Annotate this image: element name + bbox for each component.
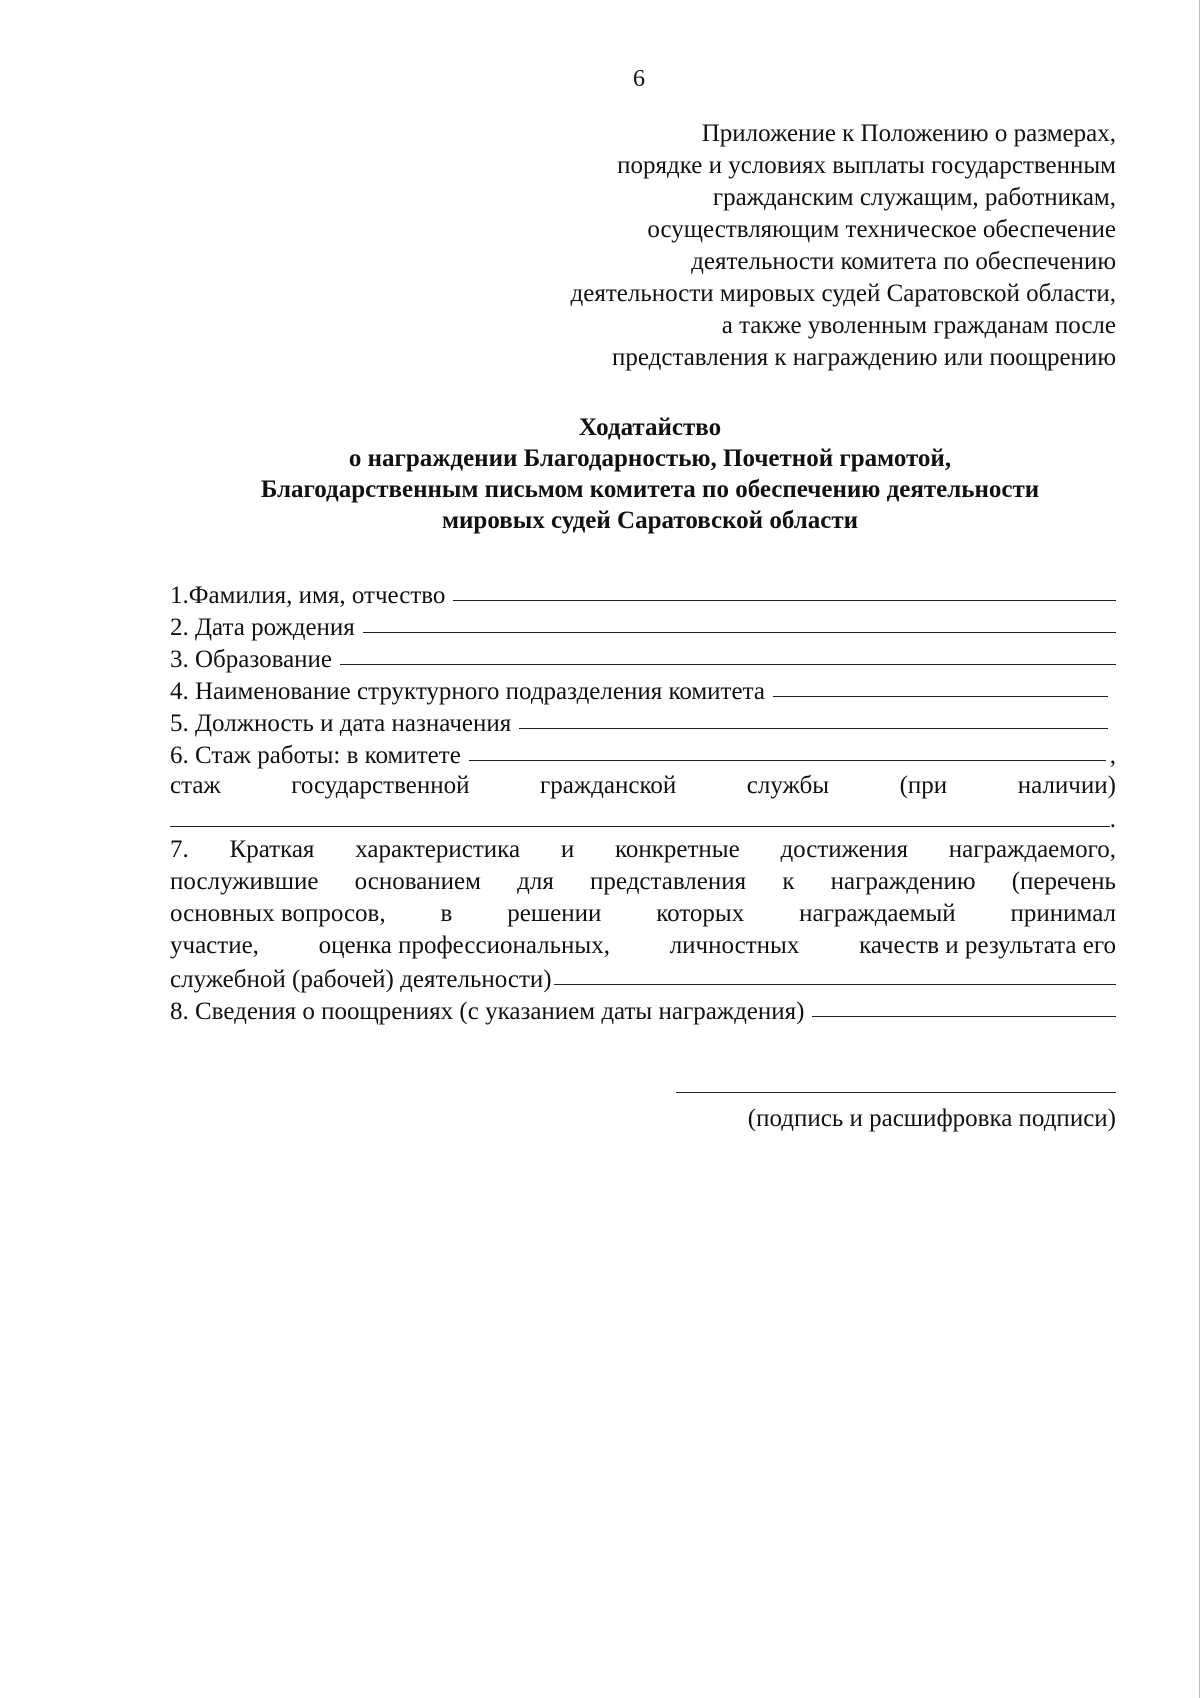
word: участие, [170, 932, 259, 959]
word: и [560, 836, 575, 863]
word: представления [590, 868, 747, 895]
department-blank[interactable] [773, 672, 1108, 697]
field-label: 4. Наименование структурного подразделения комитета [170, 678, 765, 705]
birth-date-blank[interactable] [363, 608, 1116, 633]
civil-service-blank-row [170, 802, 1116, 834]
word: личностных [669, 932, 800, 959]
word: принимал [1010, 900, 1116, 927]
signature-line[interactable] [676, 1070, 1116, 1093]
field-label: 5. Должность и дата назначения [170, 710, 512, 737]
word: награждаемого, [948, 836, 1116, 863]
field-label: 3. Образование [170, 646, 333, 673]
word: службы [746, 772, 829, 799]
education-blank[interactable] [340, 640, 1116, 665]
title-line: Ходатайство [578, 414, 722, 441]
signature-caption: (подпись и расшифровка подписи) [747, 1105, 1116, 1132]
word: которых [656, 900, 745, 927]
field-label: 8. Сведения о поощрениях (с указанием даты награждения) [170, 998, 805, 1025]
word: государственной [291, 772, 470, 799]
appendix-line: Приложение к Положению о размерах, [701, 120, 1116, 147]
full-name-blank[interactable] [453, 576, 1116, 601]
work-experience-blank[interactable] [469, 736, 1106, 761]
field-label: 1.Фамилия, имя, отчество [170, 582, 446, 609]
word: Краткая [229, 836, 315, 863]
word: награждаемый [799, 900, 956, 927]
petition-form [170, 578, 1116, 1026]
word: решении [507, 900, 602, 927]
word: (при [899, 772, 948, 799]
field-position [170, 706, 1116, 738]
word: основанием [354, 868, 481, 895]
field-education [170, 642, 1116, 674]
achievements-line [170, 898, 1116, 930]
comma: , [1109, 742, 1116, 769]
word: основных вопросов, [170, 900, 386, 927]
incentives-blank[interactable] [812, 992, 1116, 1017]
achievements-line [170, 930, 1116, 962]
title-line: о награждении Благодарностью, Почетной грамотой, [348, 445, 952, 472]
field-label: 2. Дата рождения [170, 614, 355, 641]
word: гражданской [540, 772, 677, 799]
word: наличии) [1017, 772, 1116, 799]
word: послужившие [170, 868, 319, 895]
field-birth-date [170, 610, 1116, 642]
word: достижения [780, 836, 908, 863]
appendix-line: деятельности мировых судей Саратовской области, [570, 280, 1116, 307]
page-number: 6 [633, 66, 645, 92]
field-achievements-last [170, 962, 1116, 994]
signature-block [676, 1070, 1116, 1135]
title-line: Благодарственным письмом комитета по обеспечению деятельности [260, 476, 1040, 503]
period: . [1109, 806, 1116, 833]
field-label: служебной (рабочей) деятельности) [170, 966, 552, 993]
civil-service-line [170, 770, 1116, 802]
word: 7. [170, 836, 189, 863]
word: характеристика [355, 836, 521, 863]
document-title [150, 412, 1150, 536]
appendix-line: а также уволенным гражданам после [721, 312, 1116, 339]
appendix-line: осуществляющим техническое обеспечение [647, 216, 1116, 243]
word: к [782, 868, 795, 895]
position-blank[interactable] [519, 704, 1108, 729]
word: награждению [830, 868, 976, 895]
word: качеств и результата его [859, 932, 1116, 959]
word: в [440, 900, 453, 927]
appendix-line: гражданским служащим, работникам, [712, 184, 1116, 211]
field-full-name [170, 578, 1116, 610]
achievements-line [170, 834, 1116, 866]
word: конкретные [614, 836, 740, 863]
field-work-experience [170, 738, 1116, 770]
word: (перечень [1011, 868, 1116, 895]
achievements-line [170, 866, 1116, 898]
word: стаж [170, 772, 221, 799]
appendix-line: порядке и условиях выплаты государственным [617, 152, 1116, 179]
appendix-line: представления к награждению или поощрению [612, 344, 1116, 371]
achievements-blank[interactable] [554, 960, 1116, 985]
word: для [517, 868, 554, 895]
civil-service-blank[interactable] [170, 802, 1110, 827]
appendix-line: деятельности комитета по обеспечению [691, 248, 1116, 275]
field-label: 6. Стаж работы: в комитете [170, 742, 461, 769]
title-line: мировых судей Саратовской области [441, 507, 859, 534]
field-department [170, 674, 1116, 706]
word: оценка профессиональных, [318, 932, 610, 959]
field-incentives [170, 994, 1116, 1026]
appendix-header [476, 118, 1116, 374]
